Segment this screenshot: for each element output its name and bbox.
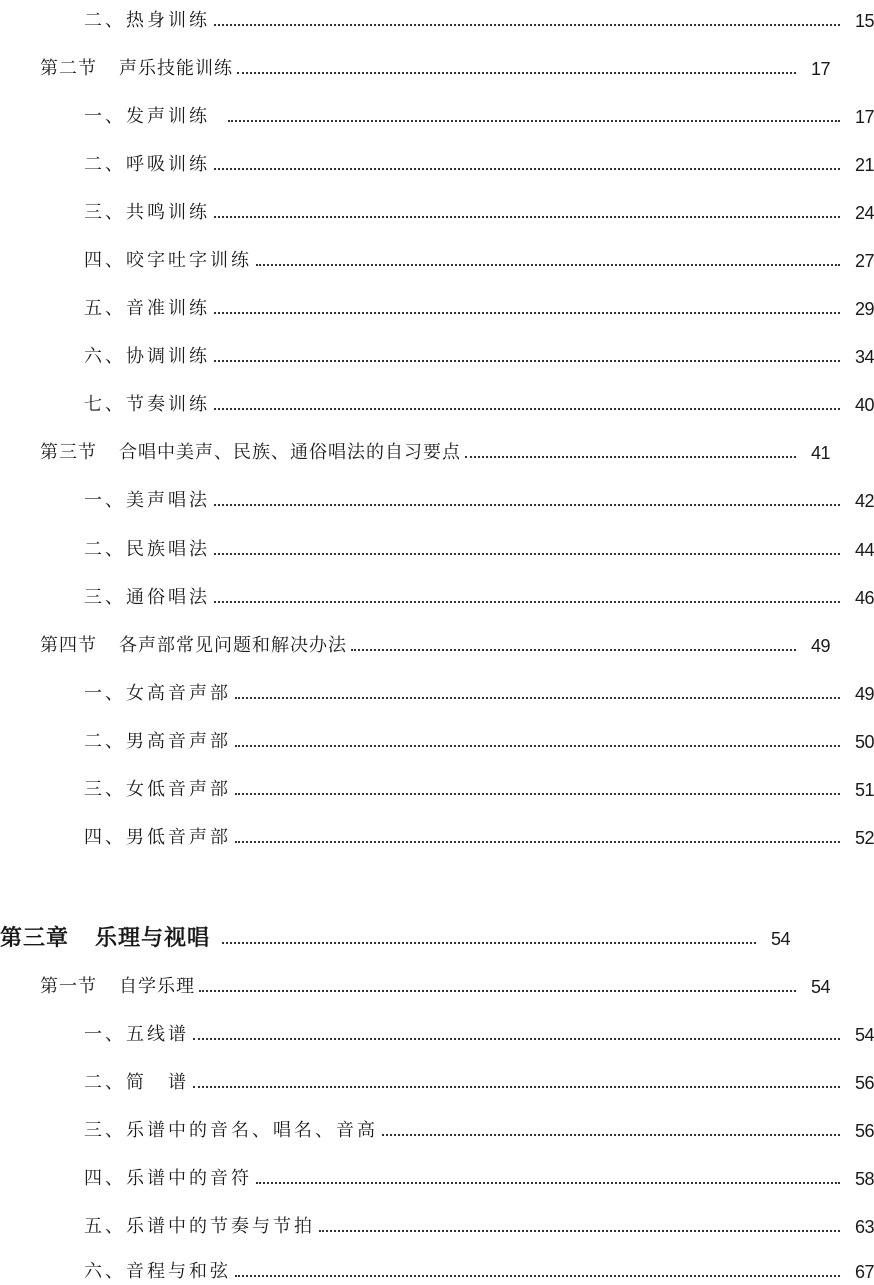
chapter-title-text: 乐理与视唱 <box>95 926 211 951</box>
dot-leader <box>222 942 756 944</box>
toc-item <box>0 384 874 418</box>
dot-leader <box>214 168 840 170</box>
toc-item-title: 三、女低音声部 <box>84 779 231 800</box>
toc-item-title: 四、乐谱中的音符 <box>84 1168 252 1189</box>
toc-item-title: 六、协调训练 <box>84 346 210 367</box>
toc-page-number: 56 <box>854 1121 874 1141</box>
toc-page-number: 67 <box>854 1262 874 1282</box>
toc-item <box>0 721 874 755</box>
toc-page-number: 41 <box>810 443 830 463</box>
toc-chapter <box>0 918 790 952</box>
toc-item <box>0 1110 874 1144</box>
toc-item-title: 四、咬字吐字训练 <box>84 250 252 271</box>
toc-item <box>0 1206 874 1240</box>
dot-leader <box>319 1230 840 1232</box>
toc-section <box>0 625 830 659</box>
toc-item-title: 七、节奏训练 <box>84 394 210 415</box>
toc-chapter-title <box>0 926 210 952</box>
toc-item <box>0 817 874 851</box>
toc-item <box>0 1014 874 1048</box>
toc-page-number: 54 <box>810 977 830 997</box>
toc-item-title: 四、男低音声部 <box>84 827 231 848</box>
dot-leader <box>193 1086 840 1088</box>
toc-item <box>0 0 874 34</box>
dot-leader <box>235 745 840 747</box>
toc-item-title: 五、乐谱中的节奏与节拍 <box>84 1216 315 1237</box>
toc-section <box>0 432 830 466</box>
section-label: 第二节 <box>40 58 97 79</box>
toc-page-number: 34 <box>854 347 874 367</box>
toc-item-title: 一、五线谱 <box>84 1024 189 1045</box>
toc-item <box>0 1062 874 1096</box>
toc-page-number: 21 <box>854 155 874 175</box>
toc-page-number: 50 <box>854 732 874 752</box>
toc-page-number: 29 <box>854 299 874 319</box>
toc-item-title: 二、男高音声部 <box>84 731 231 752</box>
dot-leader <box>237 72 796 74</box>
dot-leader <box>214 553 840 555</box>
toc-page-number: 17 <box>810 59 830 79</box>
toc-item-title: 二、热身训练 <box>84 10 210 31</box>
toc-item-title: 三、通俗唱法 <box>84 587 210 608</box>
toc-item <box>0 480 874 514</box>
toc-item-title: 五、音准训练 <box>84 298 210 319</box>
dot-leader <box>214 504 840 506</box>
dot-leader <box>382 1134 840 1136</box>
dot-leader <box>214 216 840 218</box>
dot-leader <box>199 990 796 992</box>
dot-leader <box>351 649 796 651</box>
section-label: 第一节 <box>40 976 97 997</box>
toc-section <box>0 966 830 1000</box>
dot-leader <box>193 1038 840 1040</box>
toc-item <box>0 336 874 370</box>
toc-page-number: 17 <box>854 107 874 127</box>
section-label: 第四节 <box>40 635 97 656</box>
toc-page-number: 40 <box>854 395 874 415</box>
toc-section-title <box>40 974 195 1000</box>
toc-section <box>0 48 830 82</box>
toc-item-title: 三、共鸣训练 <box>84 202 210 223</box>
toc-section-title <box>40 440 461 466</box>
toc-page-number: 46 <box>854 588 874 608</box>
dot-leader <box>235 1275 840 1277</box>
toc-item-title: 一、美声唱法 <box>84 490 210 511</box>
toc-page-number: 15 <box>854 11 874 31</box>
toc-item-title: 一、女高音声部 <box>84 683 231 704</box>
toc-item <box>0 577 874 611</box>
toc-page-number: 49 <box>854 684 874 704</box>
toc-page-number: 54 <box>854 1025 874 1045</box>
toc-page-number: 56 <box>854 1073 874 1093</box>
toc-item <box>0 673 874 707</box>
toc-item-title: 六、音程与和弦 <box>84 1261 231 1282</box>
toc-section-title <box>40 633 347 659</box>
chapter-label: 第三章 <box>0 926 70 951</box>
toc-page-number: 51 <box>854 780 874 800</box>
toc-page-number: 58 <box>854 1169 874 1189</box>
toc-page-number: 52 <box>854 828 874 848</box>
section-title-text: 声乐技能训练 <box>119 58 233 79</box>
dot-leader <box>256 264 840 266</box>
toc-item-title: 二、简 谱 <box>84 1072 189 1093</box>
toc-item <box>0 769 874 803</box>
dot-leader <box>214 312 840 314</box>
toc-page-number: 49 <box>810 636 830 656</box>
toc-item-title: 三、乐谱中的音名、唱名、音高 <box>84 1120 378 1141</box>
toc-item <box>0 96 874 130</box>
toc-page-number: 42 <box>854 491 874 511</box>
toc-page-number: 27 <box>854 251 874 271</box>
section-label: 第三节 <box>40 442 97 463</box>
toc-item <box>0 1158 874 1192</box>
toc-item <box>0 1251 874 1285</box>
toc-item <box>0 529 874 563</box>
section-title-text: 合唱中美声、民族、通俗唱法的自习要点 <box>119 442 461 463</box>
toc-item <box>0 288 874 322</box>
dot-leader <box>228 120 840 122</box>
dot-leader <box>235 697 840 699</box>
toc-item-title: 二、民族唱法 <box>84 539 210 560</box>
section-title-text: 自学乐理 <box>119 976 195 997</box>
dot-leader <box>235 841 840 843</box>
toc-page-number: 24 <box>854 203 874 223</box>
dot-leader <box>214 408 840 410</box>
dot-leader <box>465 456 796 458</box>
toc-item-title: 二、呼吸训练 <box>84 154 210 175</box>
toc-page-number: 44 <box>854 540 874 560</box>
dot-leader <box>235 793 840 795</box>
dot-leader <box>214 24 840 26</box>
toc-item-title: 一、发声训练 <box>84 106 210 127</box>
dot-leader <box>214 360 840 362</box>
section-title-text: 各声部常见问题和解决办法 <box>119 635 347 656</box>
dot-leader <box>214 601 840 603</box>
toc-page-number: 63 <box>854 1217 874 1237</box>
toc-page-number: 54 <box>770 929 790 949</box>
toc-item <box>0 240 874 274</box>
toc-section-title <box>40 56 233 82</box>
dot-leader <box>256 1182 840 1184</box>
toc-item <box>0 144 874 178</box>
toc-item <box>0 192 874 226</box>
